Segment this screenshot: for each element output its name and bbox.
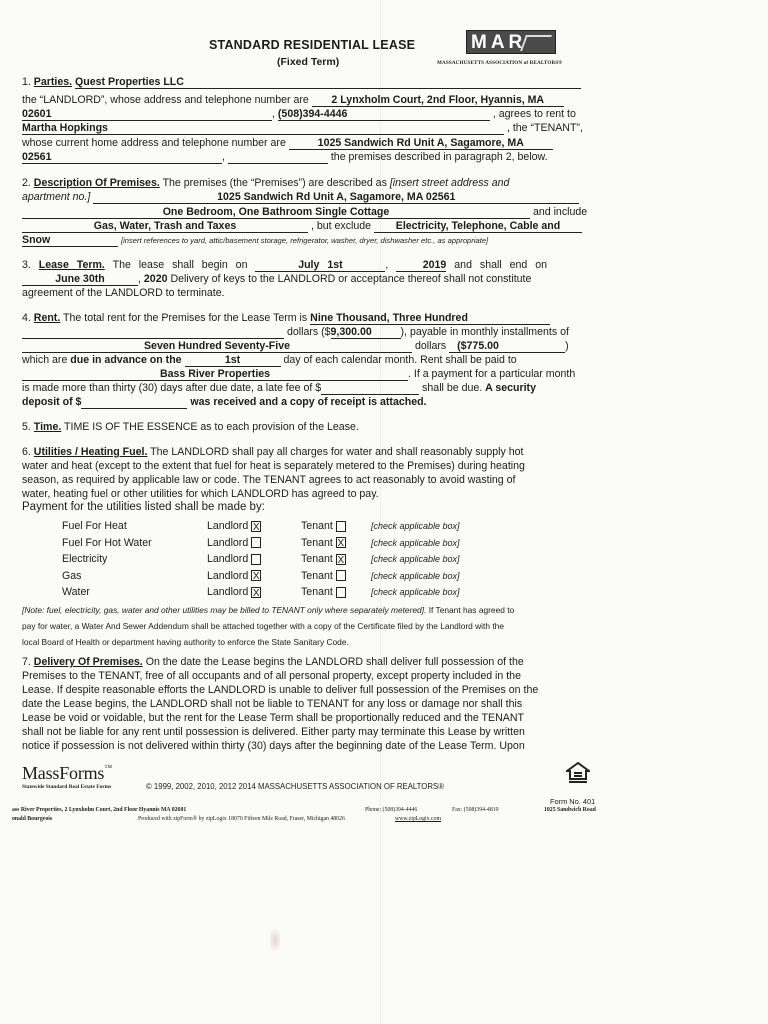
- massforms-logo: [22, 763, 112, 784]
- check-applicable-note: [check applicable box]: [371, 521, 460, 531]
- s4-line4: [22, 354, 517, 367]
- s1-number: 1.: [22, 76, 31, 88]
- rent-payee-field: Bass River Properties: [22, 368, 408, 381]
- but-exclude-text: , but exclude: [310, 220, 372, 232]
- check-applicable-note: [check applicable box]: [371, 587, 460, 597]
- tenant-label: Tenant: [301, 536, 333, 549]
- s6-line4: water, heating fuel or other utilities for which LANDLORD has agreed to pay.: [22, 488, 379, 500]
- s2-number: 2.: [22, 177, 31, 189]
- s3-number: 3.: [22, 259, 31, 271]
- tenant-address-field: 1025 Sandwich Rd Unit A, Sagamore, MA: [289, 137, 553, 150]
- s7-line4: date the Lease begins, the LANDLORD shall not be liable to TENANT for any loss or damage nor shall this: [22, 698, 523, 710]
- s2-line2: [22, 191, 579, 204]
- due-in-advance-text: due in advance on the: [70, 354, 182, 366]
- s4-line5: [22, 368, 575, 381]
- s6-line2: water and heat (except to the extent that fuel for heat is separately metered to the Premises) during heating: [22, 460, 525, 472]
- dollars-label: dollars ($: [286, 326, 331, 338]
- equal-housing-icon: [566, 762, 590, 784]
- s6-line1-text: The LANDLORD shall pay all charges for water and shall reasonably supply hot: [150, 446, 524, 458]
- tenant-checkbox[interactable]: X: [337, 554, 345, 566]
- tenant-cell: [301, 586, 346, 599]
- late-fee-field: [321, 382, 419, 395]
- landlord-label: Landlord: [207, 569, 249, 582]
- s2-line1: [22, 177, 509, 190]
- s7-line5: Lease be void or voidable, but the rent for the Lease Term shall be proportionally reduced and the TENANT: [22, 712, 524, 724]
- s7-line6: shall not be liable for any rent until possession is delivered. Either party may terminate this Lease by written: [22, 726, 525, 738]
- landlord-zip-field: 02601: [22, 108, 272, 121]
- document-title: STANDARD RESIDENTIAL LEASE: [209, 38, 416, 52]
- utilities-note-1: If Tenant has agreed to: [428, 605, 515, 615]
- tenant-checkbox[interactable]: [336, 587, 346, 598]
- agent-name: onald Bourgeois: [12, 816, 53, 822]
- monthly-rent-words-field: Seven Hundred Seventy-Five: [22, 340, 412, 353]
- total-rent-words-field: Nine Thousand, Three Hundred: [310, 312, 550, 325]
- utility-name: Gas: [62, 569, 82, 582]
- office-line: ass River Properties, 2 Lynxholm Court, 2nd Floor Hyannis MA 02601: [12, 807, 187, 813]
- tenant-label: Tenant: [301, 553, 333, 565]
- tenant-label: Tenant: [301, 569, 333, 582]
- monthly-rent-amount-field: ($775.00: [449, 340, 565, 353]
- check-applicable-note: [check applicable box]: [371, 554, 460, 564]
- tenant-checkbox[interactable]: [336, 570, 346, 581]
- s1-heading: Parties.: [33, 76, 73, 88]
- s1-line4: [22, 122, 583, 135]
- premises-address-field: 1025 Sandwich Rd Unit A, Sagamore, MA 02561: [93, 191, 579, 204]
- s2-line2-italic: apartment no.]: [22, 191, 91, 203]
- landlord-name-field: Quest Properties LLC: [75, 76, 581, 89]
- massforms-logo-text: MassForms: [22, 763, 105, 783]
- s4-line5-post: . If a payment for a particular month: [408, 368, 576, 380]
- s4-line6-post: shall be due.: [422, 382, 483, 394]
- landlord-address-field: 2 Lynxholm Court, 2nd Floor, Hyannis, MA: [312, 94, 564, 107]
- tenant-label: Tenant: [301, 520, 333, 532]
- s4-line4-pre: which are: [22, 354, 68, 366]
- document-subtitle: (Fixed Term): [277, 56, 340, 68]
- s1-line5-text: whose current home address and telephone number are: [22, 137, 286, 149]
- tenant-name-field: Martha Hopkings: [22, 122, 504, 135]
- s2-line5: [22, 234, 488, 247]
- s2-line1-text: The premises (the “Premises”) are described as: [162, 177, 387, 189]
- tenant-label: Tenant: [301, 586, 333, 598]
- s7-line7: notice if possession is not delivered within thirty (30) days after the beginning date of the Lease Term. Upon: [22, 740, 525, 752]
- landlord-label: Landlord: [207, 586, 249, 598]
- s6-line1: [22, 446, 524, 459]
- s3-line2-text: Delivery of keys to the LANDLORD or acceptance thereof shall not constitute: [170, 273, 532, 285]
- s4-line2-post: ), payable in monthly installments of: [400, 326, 569, 338]
- utilities-note-line1: [22, 604, 514, 617]
- s6-line5: Payment for the utilities listed shall be made by:: [22, 501, 265, 513]
- includes-field: Gas, Water, Trash and Taxes: [22, 220, 308, 233]
- mar-logo: [466, 30, 556, 54]
- s5-number: 5.: [22, 421, 31, 433]
- house-roof-icon: [520, 35, 552, 51]
- s3-line1-post: and shall end on: [454, 259, 548, 271]
- mar-tagline: MASSACHUSETTS ASSOCIATION of REALTORS®: [437, 60, 563, 66]
- tenant-checkbox[interactable]: X: [337, 538, 345, 550]
- landlord-cell: [207, 586, 261, 599]
- s4-number: 4.: [22, 312, 31, 324]
- form-number: Form No. 401: [550, 797, 596, 806]
- s4-line3: [22, 340, 569, 353]
- s7-line2: Premises to the TENANT, free of all occupants and of all personal property, except property included in the: [22, 670, 521, 682]
- s1-line1: [22, 76, 581, 89]
- ziplogix-link[interactable]: www.zipLogix.com: [395, 816, 441, 822]
- s1-line3-text: , agrees to rent to: [492, 108, 576, 120]
- begin-date-field: July 1st: [255, 259, 385, 272]
- total-rent-amount-field: 9,300.00: [331, 326, 401, 339]
- tenant-cell: [301, 537, 346, 550]
- form-address: 1025 Sandwich Road: [544, 807, 596, 813]
- s7-number: 7.: [22, 656, 31, 668]
- landlord-checkbox[interactable]: X: [252, 571, 260, 583]
- s5-line: [22, 421, 359, 434]
- office-fax: Fax: (508)394-4819: [452, 807, 499, 813]
- s6-line3: season, as required by applicable law or code. The TENANT agrees to act reasonably to avoid wasting of: [22, 474, 516, 486]
- massforms-tm: ™: [104, 763, 112, 772]
- paper-smudge: [270, 930, 280, 950]
- s4-line4-post: day of each calendar month. Rent shall be paid to: [283, 354, 517, 366]
- s6-heading: Utilities / Heating Fuel.: [33, 446, 148, 458]
- landlord-cell: [207, 520, 261, 533]
- landlord-checkbox[interactable]: X: [252, 521, 260, 533]
- s1-line3: 02601 , (508)394-4446 , agrees to rent to: [22, 108, 576, 120]
- dollars-label-2: dollars: [414, 340, 447, 352]
- landlord-checkbox[interactable]: [251, 537, 261, 548]
- tenant-checkbox[interactable]: [336, 521, 346, 532]
- s5-text: TIME IS OF THE ESSENCE as to each provision of the Lease.: [64, 421, 359, 433]
- s1-line6: 02561 , the premises described in paragraph 2, below.: [22, 151, 548, 163]
- s6-number: 6.: [22, 446, 31, 458]
- produced-with: Produced with zipForm® by zipLogix 18070 Fifteen Mile Road, Fraser, Michigan 48026: [138, 816, 345, 822]
- utility-name: Electricity: [62, 553, 108, 565]
- s1-line5: [22, 137, 553, 150]
- utilities-note-line2: pay for water, a Water And Sewer Addendum shall be attached together with a copy of the Certificate filed by the Landlord with the: [22, 621, 504, 631]
- utility-name: Fuel For Heat: [62, 520, 127, 532]
- check-applicable-note: [check applicable box]: [371, 570, 460, 581]
- s3-line3: agreement of the LANDLORD to terminate.: [22, 287, 225, 299]
- landlord-label: Landlord: [207, 520, 249, 532]
- security-deposit-field: [81, 396, 187, 409]
- s3-line2: June 30th , 2020 Delivery of keys to the LANDLORD or acceptance thereof shall not constitute: [22, 273, 531, 286]
- s4-line7: [22, 396, 427, 409]
- landlord-phone-field: (508)394-4446: [278, 108, 490, 121]
- s4-line2: [22, 326, 569, 339]
- s2-line3: [22, 206, 587, 219]
- s4-line6-text: is made more than thirty (30) days after due date, a late fee of $: [22, 382, 322, 394]
- s3-heading: Lease Term.: [38, 259, 105, 271]
- s4-line1: [22, 312, 550, 325]
- deposit-received-text: was received and a copy of receipt is attached.: [190, 396, 427, 408]
- landlord-cell: [207, 570, 261, 583]
- landlord-checkbox[interactable]: X: [252, 587, 260, 599]
- and-include-text: and include: [532, 206, 588, 218]
- excludes-field: Electricity, Telephone, Cable and: [374, 220, 582, 233]
- s4-line6: [22, 382, 536, 395]
- s4-line1-text: The total rent for the Premises for the Lease Term is: [63, 312, 308, 324]
- copyright-text: © 1999, 2002, 2010, 2012 2014 MASSACHUSETTS ASSOCIATION OF REALTORS®: [146, 782, 444, 791]
- s2-line4: [22, 220, 582, 233]
- landlord-cell: [207, 553, 261, 566]
- insert-references-note: [insert references to yard, attic/basement storage, refrigerator, washer, dryer, dishwasher etc., as appropriate]: [120, 236, 489, 245]
- s1-line6-text: the premises described in paragraph 2, below.: [330, 151, 548, 163]
- end-date-field: June 30th: [22, 273, 138, 286]
- end-year-field: 2020: [143, 273, 168, 285]
- tenant-phone-field: [228, 151, 328, 164]
- office-phone: Phone: (508)394-4446: [365, 807, 418, 813]
- landlord-label: Landlord: [207, 536, 249, 549]
- tenant-cell: [301, 553, 346, 566]
- utilities-note-italic: [Note: fuel, electricity, gas, water and other utilities may be billed to TENANT only where separately metered].: [22, 605, 427, 615]
- s7-line1: [22, 656, 524, 669]
- s2-line1-italic: [insert street address and: [389, 177, 510, 189]
- tenant-zip-field: 02561: [22, 151, 222, 164]
- utilities-note-line3: local Board of Health or department having authority to enforce the State Sanitary Code.: [22, 637, 349, 647]
- s4-heading: Rent.: [33, 312, 61, 324]
- tenant-cell: [301, 520, 346, 533]
- s7-line1-text: On the date the Lease begins the LANDLORD shall deliver full possession of the: [145, 656, 524, 668]
- begin-year-field: 2019: [396, 259, 446, 272]
- s1-line2-text: the “LANDLORD”, whose address and telephone number are: [22, 94, 309, 106]
- landlord-checkbox[interactable]: [251, 554, 261, 565]
- landlord-cell: [207, 537, 261, 550]
- s3-line1: 3. Lease Term. The lease shall begin on July 1st , 2019 and shall end on: [22, 259, 548, 271]
- massforms-subtitle: Statewide Standard Real Estate Forms: [22, 784, 112, 790]
- due-day-field: 1st: [185, 354, 281, 367]
- close-paren: ): [565, 340, 569, 352]
- s3-line1-text: The lease shall begin on: [112, 259, 248, 271]
- mar-logo-text: MAR: [471, 32, 527, 53]
- check-applicable-note: [check applicable box]: [371, 537, 460, 548]
- premises-description-field: One Bedroom, One Bathroom Single Cottage: [22, 206, 530, 219]
- s2-heading: Description Of Premises.: [33, 177, 160, 189]
- s1-line2: [22, 94, 564, 107]
- security-text: A security: [485, 382, 536, 394]
- total-rent-words-field-2: [22, 326, 284, 339]
- utility-name: Water: [62, 586, 90, 598]
- s7-heading: Delivery Of Premises.: [33, 656, 143, 668]
- excludes-field-2: Snow: [22, 234, 118, 247]
- tenant-cell: [301, 570, 346, 583]
- utility-name: Fuel For Hot Water: [62, 536, 152, 549]
- landlord-label: Landlord: [207, 553, 249, 565]
- s1-line4-text: , the “TENANT”,: [506, 122, 583, 134]
- deposit-label: deposit of $: [22, 396, 82, 408]
- s7-line3: Lease. If despite reasonable efforts the LANDLORD is unable to deliver full possession of the Premises on the: [22, 684, 539, 696]
- s5-heading: Time.: [33, 421, 62, 433]
